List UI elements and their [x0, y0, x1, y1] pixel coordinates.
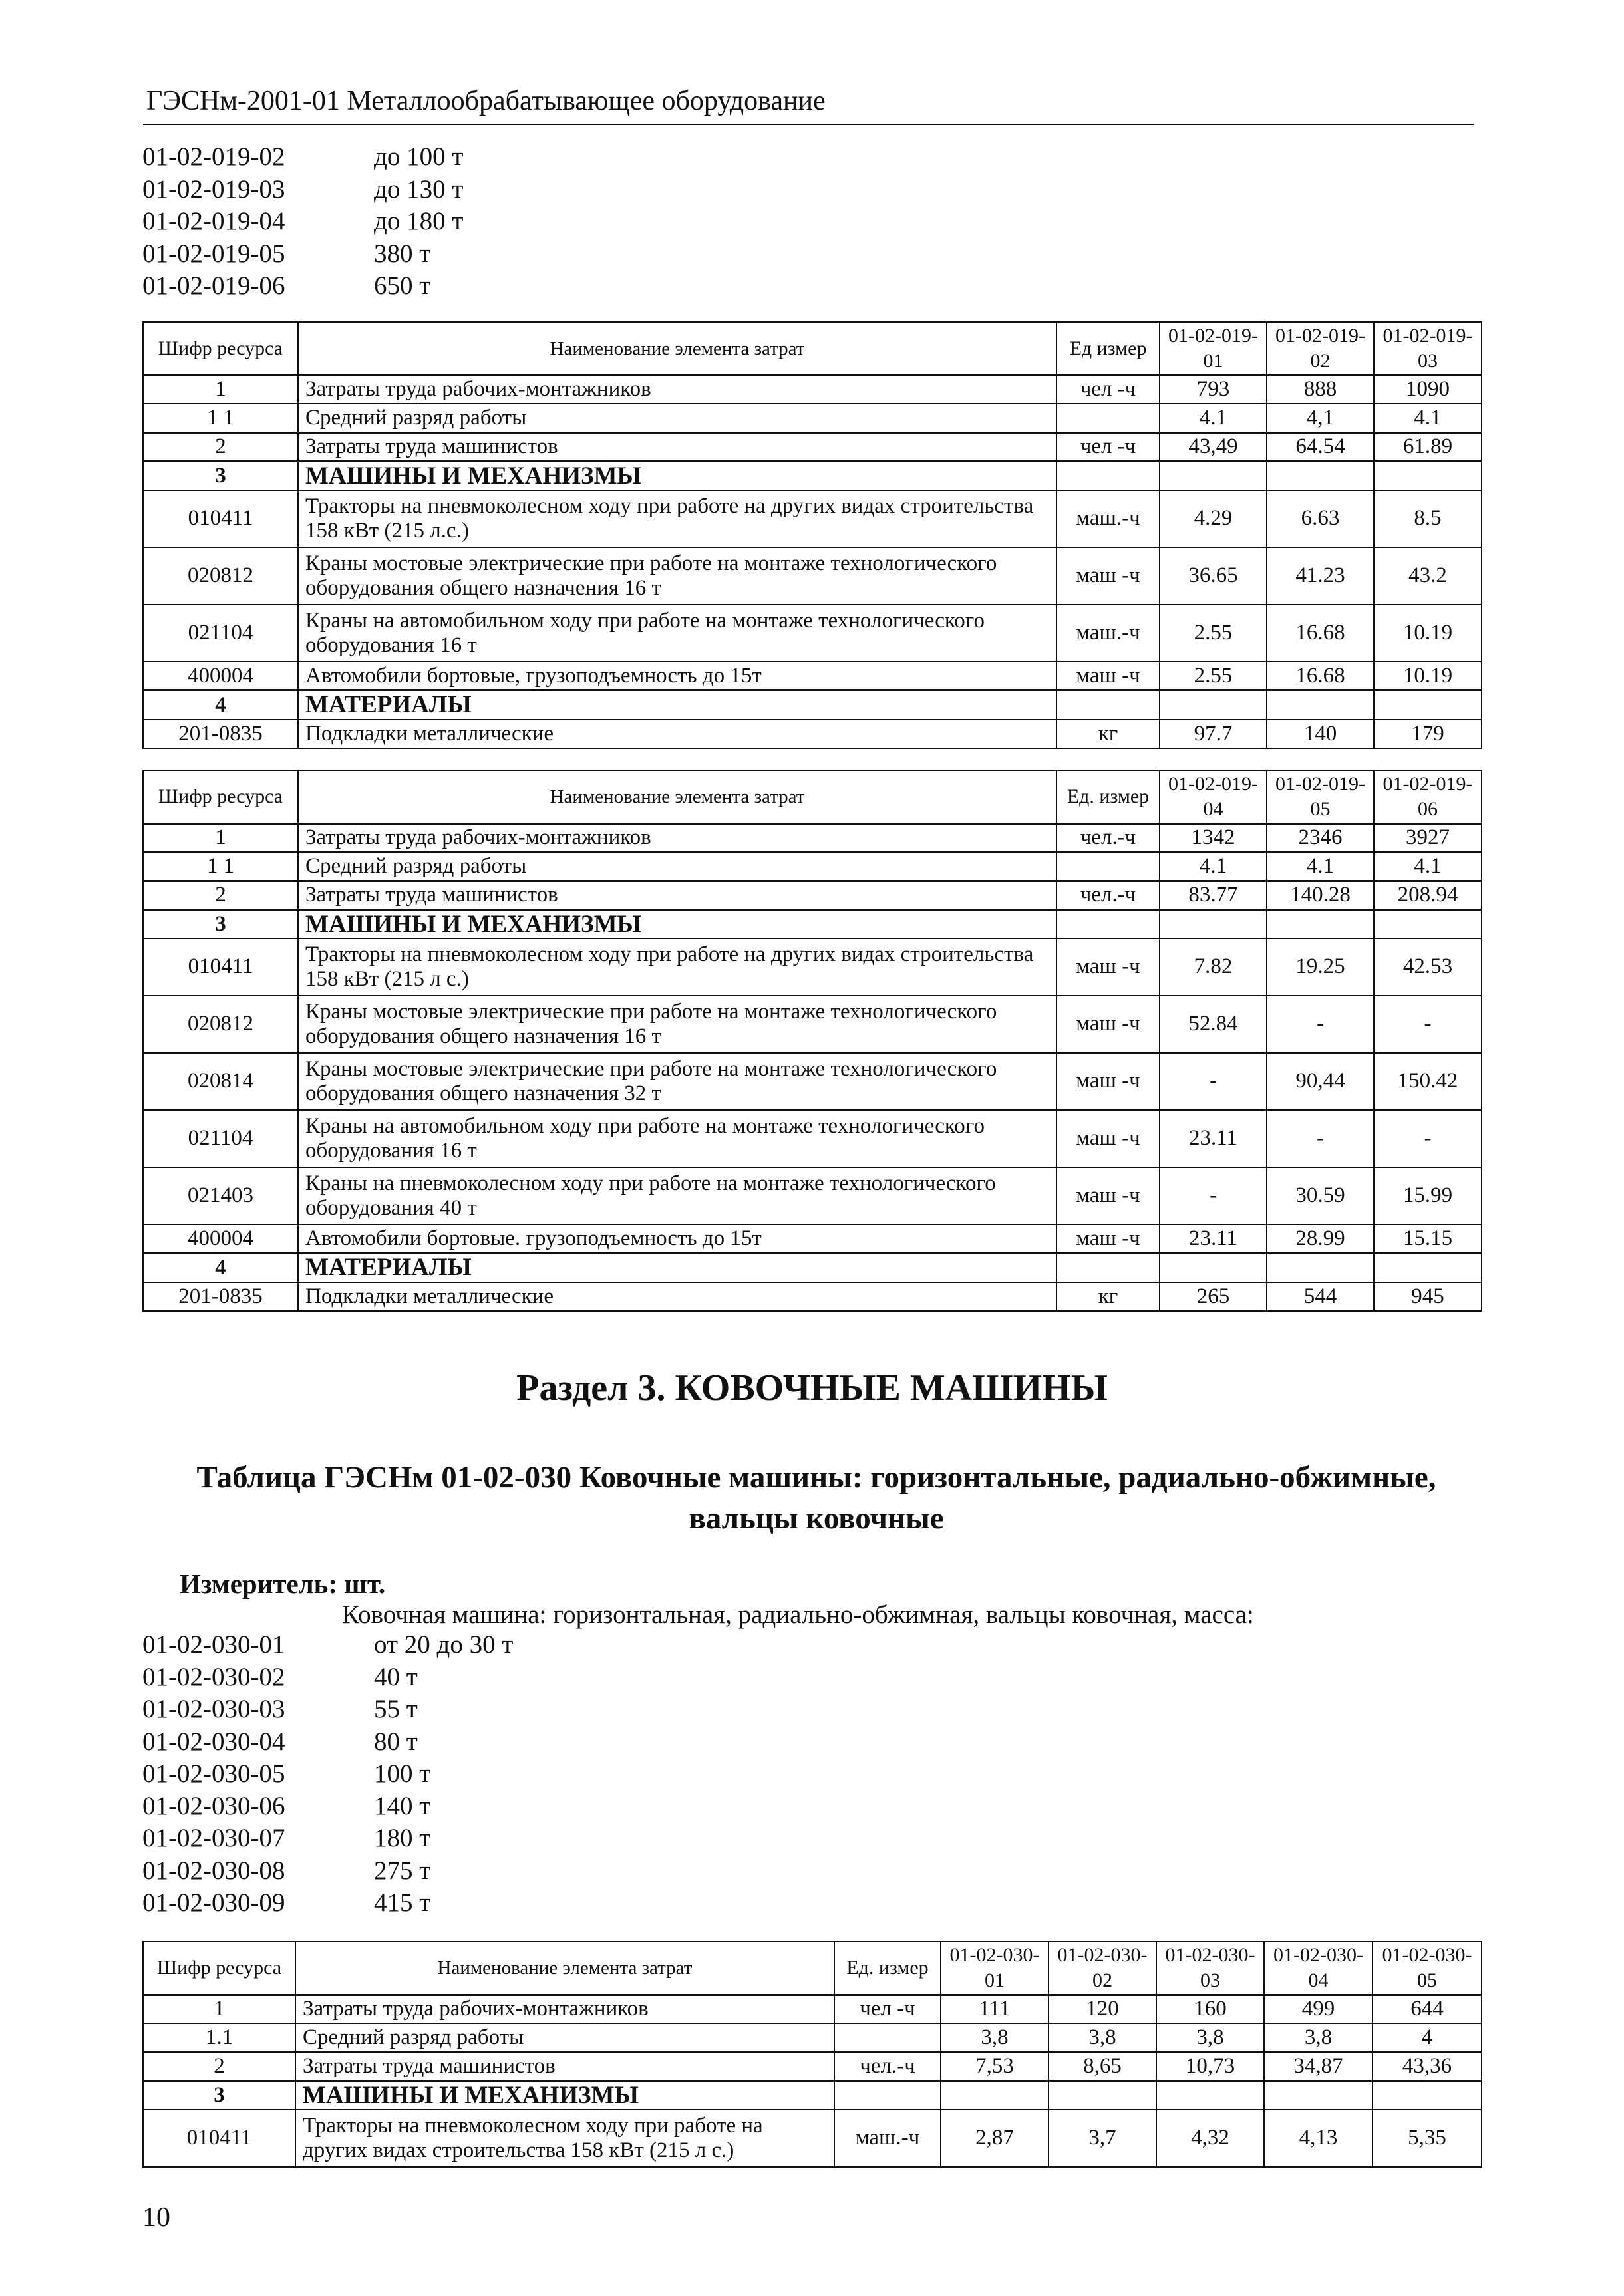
value: -	[1374, 1110, 1482, 1167]
code-desc: от 20 до 30 т	[374, 1630, 514, 1659]
value: 97.7	[1160, 720, 1267, 748]
value: 3,8	[1049, 2023, 1156, 2052]
value: 208.94	[1374, 881, 1482, 909]
resource-code: 3	[143, 461, 298, 490]
code-desc: 140 т	[374, 1791, 431, 1820]
code: 01-02-019-06	[142, 271, 285, 300]
resource-name: Краны мостовые электрические при работе на монтаже технологического оборудования общего назначения 32 т	[298, 1053, 1056, 1110]
value: 43,36	[1373, 2052, 1482, 2081]
resource-name: Подкладки металлические	[298, 720, 1056, 748]
section-name: МАШИНЫ И МЕХАНИЗМЫ	[295, 2081, 834, 2110]
table-row	[143, 881, 1482, 909]
unit: чел -ч	[834, 1995, 941, 2023]
code: 01-02-030-02	[142, 1662, 285, 1691]
measure-label: Измеритель:	[180, 1568, 338, 1599]
resource-code: 021104	[143, 1110, 298, 1167]
value: 43.2	[1374, 547, 1482, 605]
resource-name: Подкладки металлические	[298, 1282, 1056, 1311]
unit: маш -ч	[1056, 938, 1160, 996]
value: -	[1267, 996, 1374, 1053]
code-desc: до 130 т	[374, 174, 464, 204]
value: 120	[1049, 1995, 1156, 2023]
table-row	[143, 1110, 1482, 1167]
value: 10,73	[1156, 2052, 1264, 2081]
code: 01-02-030-09	[142, 1888, 285, 1917]
resource-table-3	[142, 1941, 1482, 2168]
header-rule	[143, 124, 1474, 125]
resource-code: 1 1	[143, 404, 298, 432]
resource-code: 010411	[143, 2110, 295, 2167]
code-desc: 100 т	[374, 1759, 431, 1788]
table-row	[143, 823, 1482, 852]
value: 265	[1160, 1282, 1267, 1311]
table-row	[143, 938, 1482, 996]
value: 2.55	[1160, 662, 1267, 690]
header-name: Наименование элемента затрат	[295, 1941, 834, 1995]
unit	[1056, 852, 1160, 881]
resource-code: 2	[143, 432, 298, 461]
table-row	[143, 461, 1482, 490]
header-col: 01-02-030-01	[941, 1941, 1049, 1995]
table-row	[143, 2081, 1482, 2110]
header-unit: Ед измер	[1056, 322, 1160, 375]
list-item	[142, 1758, 513, 1791]
resource-name: Средний разряд работы	[298, 852, 1056, 881]
value: 19.25	[1267, 938, 1374, 996]
value: 64.54	[1267, 432, 1374, 461]
code-desc: 180 т	[374, 1824, 431, 1852]
table-row	[143, 2110, 1482, 2167]
value: 111	[941, 1995, 1049, 2023]
resource-code: 1	[143, 1995, 295, 2023]
value: 4	[1373, 2023, 1482, 2052]
resource-code: 1.1	[143, 2023, 295, 2052]
code: 01-02-019-03	[142, 174, 285, 204]
unit: кг	[1056, 720, 1160, 748]
resource-code: 020812	[143, 996, 298, 1053]
resource-name: Затраты труда машинистов	[298, 432, 1056, 461]
value: 16.68	[1267, 605, 1374, 662]
section-name: МАТЕРИАЛЫ	[298, 690, 1056, 720]
table-row	[143, 605, 1482, 662]
unit: маш -ч	[1056, 996, 1160, 1053]
value: 3927	[1374, 823, 1482, 852]
resource-code: 4	[143, 690, 298, 720]
table-row	[143, 2023, 1482, 2052]
resource-name: Автомобили бортовые. грузоподъемность до 15т	[298, 1224, 1056, 1253]
table-row	[143, 404, 1482, 432]
value: -	[1160, 1053, 1267, 1110]
header-col: 01-02-019-01	[1160, 322, 1267, 375]
resource-name: Краны на автомобильном ходу при работе на монтаже технологического оборудования 16 т	[298, 1110, 1056, 1167]
code: 01-02-030-01	[142, 1630, 285, 1659]
unit	[834, 2023, 941, 2052]
unit: маш -ч	[1056, 547, 1160, 605]
resource-name: Краны на пневмоколесном ходу при работе на монтаже технологического оборудования 40 т	[298, 1167, 1056, 1224]
table-row	[143, 375, 1482, 404]
table-row	[143, 1167, 1482, 1224]
header-code: Шифр ресурса	[143, 322, 298, 375]
value: 4.1	[1374, 404, 1482, 432]
value: 179	[1374, 720, 1482, 748]
value: 34,87	[1264, 2052, 1373, 2081]
value: 140	[1267, 720, 1374, 748]
top-codes-list	[142, 141, 463, 303]
bottom-codes-list	[142, 1629, 513, 1920]
table-row	[143, 996, 1482, 1053]
page-number: 10	[142, 2202, 170, 2233]
unit: маш.-ч	[834, 2110, 941, 2167]
table-row	[143, 2052, 1482, 2081]
unit: маш -ч	[1056, 662, 1160, 690]
value: 36.65	[1160, 547, 1267, 605]
code: 01-02-030-05	[142, 1759, 285, 1788]
unit: чел.-ч	[834, 2052, 941, 2081]
unit: кг	[1056, 1282, 1160, 1311]
resource-table-2	[142, 770, 1482, 1312]
unit: маш.-ч	[1056, 605, 1160, 662]
resource-table-1	[142, 321, 1482, 749]
resource-code: 4	[143, 1253, 298, 1282]
table-row	[143, 909, 1482, 938]
list-item	[142, 270, 463, 303]
resource-code: 400004	[143, 1224, 298, 1253]
value: 2,87	[941, 2110, 1049, 2167]
code: 01-02-030-04	[142, 1727, 285, 1756]
header-unit: Ед. измер	[1056, 770, 1160, 823]
value: 150.42	[1374, 1053, 1482, 1110]
table-row	[143, 1053, 1482, 1110]
measure-value: шт.	[344, 1568, 386, 1599]
value: 793	[1160, 375, 1267, 404]
code: 01-02-019-05	[142, 239, 285, 268]
value: 61.89	[1374, 432, 1482, 461]
section-name: МАШИНЫ И МЕХАНИЗМЫ	[298, 909, 1056, 938]
value: 52.84	[1160, 996, 1267, 1053]
value: -	[1374, 996, 1482, 1053]
resource-name: Затраты труда рабочих-монтажников	[295, 1995, 834, 2023]
resource-code: 1	[143, 823, 298, 852]
code: 01-02-019-04	[142, 207, 285, 235]
header-name: Наименование элемента затрат	[298, 322, 1056, 375]
unit	[1056, 404, 1160, 432]
measure-description: Ковочная машина: горизонтальная, радиально-обжимная, вальцы ковочная, масса:	[342, 1600, 1254, 1629]
value: 1090	[1374, 375, 1482, 404]
value: 8.5	[1374, 490, 1482, 547]
list-item	[142, 1629, 513, 1661]
resource-name: Краны на автомобильном ходу при работе на монтаже технологического оборудования 16 т	[298, 605, 1056, 662]
header-col: 01-02-030-04	[1264, 1941, 1373, 1995]
resource-code: 010411	[143, 938, 298, 996]
page-header: ГЭСНм-2001-01 Металлообрабатывающее оборудование	[146, 86, 826, 116]
code-desc: до 180 т	[374, 207, 464, 235]
value: 4,13	[1264, 2110, 1373, 2167]
unit: чел.-ч	[1056, 823, 1160, 852]
resource-name: Тракторы на пневмоколесном ходу при работе на других видах строительства 158 кВт (215 л.с.)	[298, 490, 1056, 547]
table-row	[143, 852, 1482, 881]
code-desc: до 100 т	[374, 142, 464, 171]
table-row	[143, 1253, 1482, 1282]
value: 4.1	[1160, 852, 1267, 881]
resource-code: 201-0835	[143, 1282, 298, 1311]
code-desc: 55 т	[374, 1695, 418, 1723]
header-col: 01-02-030-03	[1156, 1941, 1264, 1995]
value: 10.19	[1374, 662, 1482, 690]
header-col: 01-02-030-05	[1373, 1941, 1482, 1995]
header-col: 01-02-019-03	[1374, 322, 1482, 375]
resource-code: 3	[143, 909, 298, 938]
unit: чел -ч	[1056, 432, 1160, 461]
header-code: Шифр ресурса	[143, 770, 298, 823]
code: 01-02-030-08	[142, 1856, 285, 1885]
resource-name: Затраты труда рабочих-монтажников	[298, 823, 1056, 852]
unit: маш -ч	[1056, 1110, 1160, 1167]
value: 4,1	[1267, 404, 1374, 432]
list-item	[142, 238, 463, 271]
value: 3,8	[941, 2023, 1049, 2052]
header-name: Наименование элемента затрат	[298, 770, 1056, 823]
resource-code: 010411	[143, 490, 298, 547]
value: 499	[1264, 1995, 1373, 2023]
code-desc: 80 т	[374, 1727, 418, 1756]
unit: маш -ч	[1056, 1167, 1160, 1224]
code: 01-02-030-07	[142, 1824, 285, 1852]
table-row	[143, 432, 1482, 461]
header-col: 01-02-030-02	[1049, 1941, 1156, 1995]
unit: чел -ч	[1056, 375, 1160, 404]
table-row	[143, 720, 1482, 748]
resource-code: 400004	[143, 662, 298, 690]
table-row	[143, 690, 1482, 720]
section-name: МАШИНЫ И МЕХАНИЗМЫ	[298, 461, 1056, 490]
value: 3,8	[1156, 2023, 1264, 2052]
resource-name: Затраты труда машинистов	[298, 881, 1056, 909]
resource-code: 3	[143, 2081, 295, 2110]
header-col: 01-02-019-04	[1160, 770, 1267, 823]
table-row	[143, 1224, 1482, 1253]
value: 4.1	[1267, 852, 1374, 881]
value: 10.19	[1374, 605, 1482, 662]
list-item	[142, 1855, 513, 1888]
unit: маш -ч	[1056, 1053, 1160, 1110]
value: -	[1267, 1110, 1374, 1167]
value: 888	[1267, 375, 1374, 404]
value: 160	[1156, 1995, 1264, 2023]
unit: маш.-ч	[1056, 490, 1160, 547]
resource-code: 201-0835	[143, 720, 298, 748]
resource-code: 2	[143, 881, 298, 909]
unit: маш -ч	[1056, 1224, 1160, 1253]
value: 2346	[1267, 823, 1374, 852]
header-code: Шифр ресурса	[143, 1941, 295, 1995]
list-item	[142, 141, 463, 174]
value: 43,49	[1160, 432, 1267, 461]
code: 01-02-030-03	[142, 1695, 285, 1723]
table-row	[143, 547, 1482, 605]
code-desc: 40 т	[374, 1662, 418, 1691]
resource-name: Тракторы на пневмоколесном ходу при работе на других видах строительства 158 кВт (215 л с.)	[298, 938, 1056, 996]
header-col: 01-02-019-05	[1267, 770, 1374, 823]
value: 23.11	[1160, 1110, 1267, 1167]
resource-name: Средний разряд работы	[298, 404, 1056, 432]
table-row	[143, 490, 1482, 547]
value: 23.11	[1160, 1224, 1267, 1253]
list-item	[142, 1791, 513, 1823]
measure	[180, 1568, 385, 1600]
list-item	[142, 174, 463, 206]
value: 30.59	[1267, 1167, 1374, 1224]
code: 01-02-019-02	[142, 142, 285, 171]
value: 4.1	[1374, 852, 1482, 881]
section-title: Раздел 3. КОВОЧНЫЕ МАШИНЫ	[516, 1367, 1108, 1409]
value: -	[1160, 1167, 1267, 1224]
value: 28.99	[1267, 1224, 1374, 1253]
value: 83.77	[1160, 881, 1267, 909]
resource-code: 2	[143, 2052, 295, 2081]
value: 3,7	[1049, 2110, 1156, 2167]
value: 945	[1374, 1282, 1482, 1311]
value: 140.28	[1267, 881, 1374, 909]
resource-code: 021403	[143, 1167, 298, 1224]
list-item	[142, 1726, 513, 1759]
header-col: 01-02-019-06	[1374, 770, 1482, 823]
list-item	[142, 1661, 513, 1694]
resource-name: Затраты труда машинистов	[295, 2052, 834, 2081]
resource-name: Тракторы на пневмоколесном ходу при работе на других видах строительства 158 кВт (215 л с.)	[295, 2110, 834, 2167]
value: 7.82	[1160, 938, 1267, 996]
resource-code: 1	[143, 375, 298, 404]
code-desc: 380 т	[374, 239, 431, 268]
code-desc: 650 т	[374, 271, 431, 300]
value: 90,44	[1267, 1053, 1374, 1110]
value: 8,65	[1049, 2052, 1156, 2081]
table-row	[143, 1995, 1482, 2023]
header-col: 01-02-019-02	[1267, 322, 1374, 375]
value: 42.53	[1374, 938, 1482, 996]
header-unit: Ед. измер	[834, 1941, 941, 1995]
value: 7,53	[941, 2052, 1049, 2081]
resource-code: 020812	[143, 547, 298, 605]
value: 3,8	[1264, 2023, 1373, 2052]
list-item	[142, 206, 463, 238]
value: 5,35	[1373, 2110, 1482, 2167]
resource-name: Затраты труда рабочих-монтажников	[298, 375, 1056, 404]
value: 15.99	[1374, 1167, 1482, 1224]
value: 1342	[1160, 823, 1267, 852]
list-item	[142, 1693, 513, 1726]
resource-code: 020814	[143, 1053, 298, 1110]
code-desc: 275 т	[374, 1856, 431, 1885]
value: 544	[1267, 1282, 1374, 1311]
section-name: МАТЕРИАЛЫ	[298, 1253, 1056, 1282]
unit: чел.-ч	[1056, 881, 1160, 909]
resource-name: Средний разряд работы	[295, 2023, 834, 2052]
value: 4.1	[1160, 404, 1267, 432]
table-title: Таблица ГЭСНм 01-02-030 Ковочные машины: горизонтальные, радиально-обжимные, вальцы ковочные	[196, 1460, 1436, 1536]
resource-code: 1 1	[143, 852, 298, 881]
value: 2.55	[1160, 605, 1267, 662]
resource-name: Автомобили бортовые, грузоподъемность до 15т	[298, 662, 1056, 690]
value: 41.23	[1267, 547, 1374, 605]
code-desc: 415 т	[374, 1888, 431, 1917]
value: 15.15	[1374, 1224, 1482, 1253]
value: 6.63	[1267, 490, 1374, 547]
code: 01-02-030-06	[142, 1791, 285, 1820]
list-item	[142, 1887, 513, 1920]
table-row	[143, 1282, 1482, 1311]
resource-name: Краны мостовые электрические при работе на монтаже технологического оборудования общего назначения 16 т	[298, 996, 1056, 1053]
resource-name: Краны мостовые электрические при работе на монтаже технологического оборудования общего назначения 16 т	[298, 547, 1056, 605]
value: 644	[1373, 1995, 1482, 2023]
list-item	[142, 1822, 513, 1855]
value: 16.68	[1267, 662, 1374, 690]
value: 4,32	[1156, 2110, 1264, 2167]
value: 4.29	[1160, 490, 1267, 547]
resource-code: 021104	[143, 605, 298, 662]
table-row	[143, 662, 1482, 690]
